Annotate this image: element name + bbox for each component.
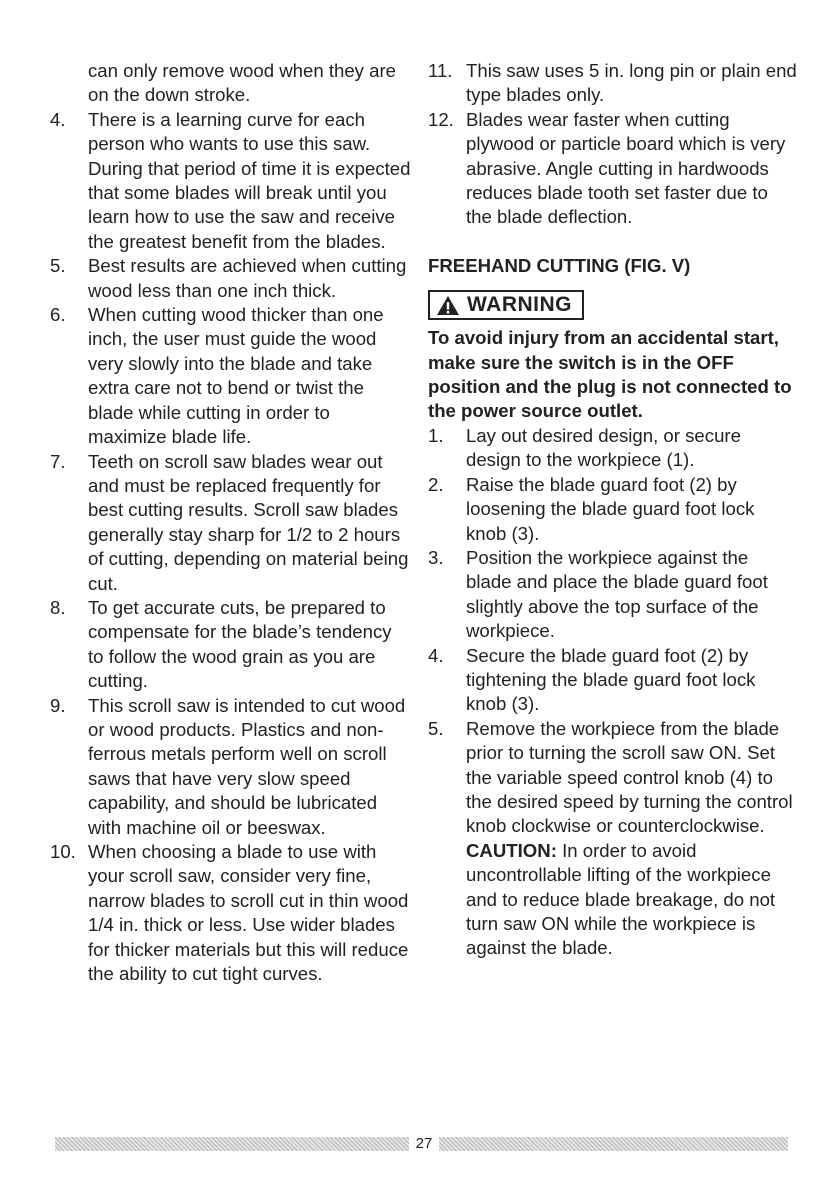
section-heading: FREEHAND CUTTING (FIG. V) bbox=[428, 254, 691, 276]
item-text: There is a learning curve for each person who wants to use this saw. During that period of time it is expected that some blades will break until you learn how to use the saw and receive the greatest benefit from the blades. bbox=[88, 108, 411, 252]
caution-text: In order to avoid uncontrollable lifting of the workpiece and to reduce blade breakage, do not turn saw ON while the workpiece is against the blade. bbox=[466, 839, 776, 959]
list-item bbox=[50, 303, 412, 449]
list-item bbox=[50, 254, 412, 303]
list-item bbox=[50, 596, 412, 694]
step-number: 4. bbox=[428, 644, 444, 666]
step-item bbox=[428, 546, 798, 644]
item-text: Teeth on scroll saw blades wear out and must be replaced frequently for best cutting results. Scroll saw blades generally stay sharp for 1/2 to 2 hours of cutting, depending on material being cut. bbox=[88, 450, 409, 594]
step-text: Position the workpiece against the blade and place the blade guard foot slightly above the top surface of the workpiece. bbox=[466, 546, 768, 642]
step-item bbox=[428, 473, 798, 546]
step-item bbox=[428, 717, 798, 839]
warning-badge bbox=[428, 290, 584, 320]
page-number: 27 bbox=[415, 1135, 433, 1152]
footer-pattern-left bbox=[55, 1137, 409, 1151]
item-text: When choosing a blade to use with your scroll saw, consider very fine, narrow blades to scroll cut in thin wood 1/4 in. thick or less. Use wider blades for thicker materials but this will reduce the ability to cut tight curves. bbox=[88, 841, 409, 985]
page-footer bbox=[55, 1135, 788, 1151]
step-item bbox=[428, 644, 798, 717]
step-text: Lay out desired design, or secure design to the workpiece (1). bbox=[466, 424, 741, 471]
right-column bbox=[428, 59, 798, 961]
item-text: When cutting wood thicker than one inch, the user must guide the wood very slowly into the blade and take extra care not to bend or twist the blade while cutting in order to maximize blade life. bbox=[88, 304, 384, 448]
item-number: 7. bbox=[50, 450, 66, 472]
warning-text: To avoid injury from an accidental start, make sure the switch is in the OFF position and the plug is not connected to the power source outlet. bbox=[428, 327, 792, 422]
warning-label: WARNING bbox=[467, 293, 572, 317]
item-text: Best results are achieved when cutting wood less than one inch thick. bbox=[88, 255, 407, 301]
step-item bbox=[428, 424, 798, 473]
list-item bbox=[428, 59, 798, 108]
item-number: 11. bbox=[428, 60, 453, 81]
step-number: 5. bbox=[428, 717, 444, 739]
item-number: 12. bbox=[428, 108, 454, 130]
item-text: This saw uses 5 in. long pin or plain end type blades only. bbox=[466, 60, 797, 106]
warning-triangle-icon bbox=[436, 295, 460, 316]
item-number: 10. bbox=[50, 841, 76, 862]
step-number: 1. bbox=[428, 424, 444, 446]
step-text: Remove the workpiece from the blade prior to turning the scroll saw ON. Set the variable speed control knob (4) to the desired speed by turning the control knob clockwise or counterclockwise. bbox=[466, 717, 793, 837]
caution-label: CAUTION: bbox=[466, 839, 557, 861]
item-number: 9. bbox=[50, 694, 66, 716]
item-text: Blades wear faster when cutting plywood or particle board which is very abrasive. Angle cutting in hardwoods reduces blade tooth set faster due to the blade deflection. bbox=[466, 108, 786, 228]
list-item bbox=[50, 694, 412, 840]
step-number: 3. bbox=[428, 546, 444, 568]
item-text: This scroll saw is intended to cut wood or wood products. Plastics and non-ferrous metals perform well on scroll saws that have very slow speed capability, and should be lubricated with machine oil or beeswax. bbox=[88, 694, 406, 838]
caution-note bbox=[428, 839, 798, 961]
continuation-text: can only remove wood when they are on the down stroke. bbox=[88, 60, 397, 106]
item-number: 4. bbox=[50, 108, 66, 130]
item-number: 5. bbox=[50, 255, 66, 277]
list-item bbox=[428, 108, 798, 230]
item-number: 6. bbox=[50, 304, 66, 326]
item-number: 8. bbox=[50, 596, 66, 618]
list-item bbox=[50, 840, 412, 986]
step-text: Raise the blade guard foot (2) by loosening the blade guard foot lock knob (3). bbox=[466, 473, 755, 544]
left-column bbox=[50, 59, 412, 986]
step-text: Secure the blade guard foot (2) by tightening the blade guard foot lock knob (3). bbox=[466, 644, 756, 715]
list-item bbox=[50, 450, 412, 596]
step-number: 2. bbox=[428, 473, 444, 495]
item-text: To get accurate cuts, be prepared to compensate for the blade’s tendency to follow the wood grain as you are cutting. bbox=[88, 596, 392, 692]
footer-pattern-right bbox=[439, 1137, 788, 1151]
list-item bbox=[50, 108, 412, 254]
